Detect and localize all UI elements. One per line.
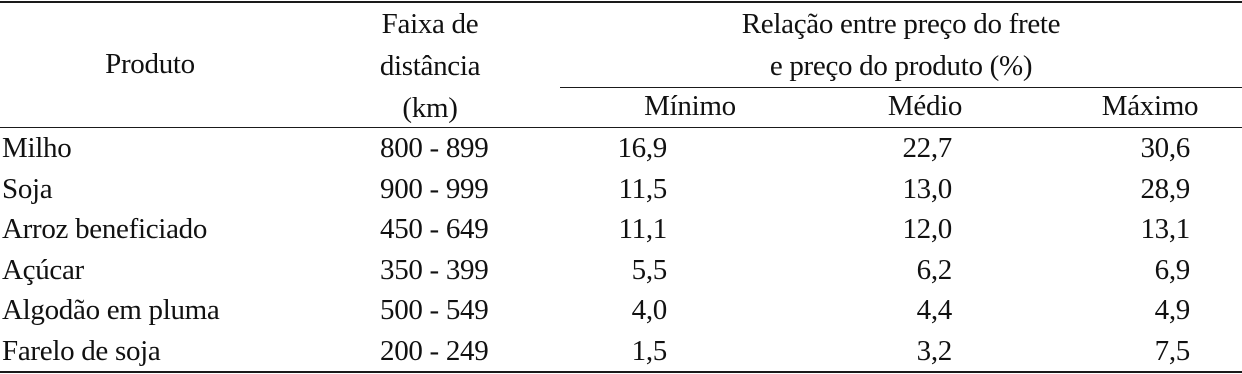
cell-faixa: 500 - 549 (380, 294, 489, 326)
cell-produto: Milho (2, 132, 72, 164)
cell-produto: Soja (2, 172, 53, 205)
cell-maximo: 28,9 (1140, 172, 1190, 205)
header-medio: Médio (887, 90, 963, 122)
header-relacao (560, 3, 1242, 87)
cell-faixa: 350 - 399 (380, 253, 489, 286)
cell-faixa: 800 - 899 (380, 132, 489, 164)
table-row (0, 250, 1242, 291)
header-faixa-line-3: (km) (402, 92, 458, 124)
cell-minimo: 11,1 (618, 213, 667, 245)
cell-produto: Farelo de soja (2, 334, 161, 367)
table-row (0, 290, 1242, 331)
cell-minimo: 16,9 (617, 132, 667, 164)
header-produto: Produto (105, 48, 195, 80)
cell-medio: 13,0 (902, 172, 952, 205)
table-row (0, 209, 1242, 250)
header-maximo: Máximo (1101, 90, 1199, 122)
cell-medio: 4,4 (916, 294, 952, 326)
table-row (0, 169, 1242, 210)
header-faixa-line-2: distância (379, 50, 481, 82)
cell-produto: Arroz beneficiado (2, 213, 208, 245)
cell-maximo: 13,1 (1140, 213, 1190, 245)
cell-produto: Açúcar (2, 253, 84, 286)
table-row (0, 331, 1242, 372)
cell-faixa: 450 - 649 (380, 213, 489, 245)
cell-medio: 22,7 (902, 132, 952, 164)
cell-medio: 6,2 (916, 253, 952, 286)
cell-medio: 3,2 (916, 334, 952, 367)
cell-faixa: 900 - 999 (380, 172, 489, 205)
cell-faixa: 200 - 249 (380, 334, 489, 367)
cell-minimo: 4,0 (631, 294, 667, 326)
table-row (0, 128, 1242, 169)
cell-maximo: 7,5 (1154, 334, 1190, 367)
header-relacao-line-2: e preço do produto (%) (769, 50, 1033, 82)
cell-maximo: 6,9 (1154, 253, 1190, 286)
cell-produto: Algodão em pluma (2, 294, 220, 326)
cell-minimo: 5,5 (631, 253, 667, 286)
header-minimo: Mínimo (644, 90, 736, 122)
cell-maximo: 30,6 (1140, 132, 1190, 164)
header-faixa-distancia (330, 3, 530, 129)
header-faixa-line-1: Faixa de (381, 8, 479, 40)
cell-minimo: 1,5 (631, 334, 667, 367)
header-sub-rule (560, 87, 1242, 88)
cell-minimo: 11,5 (618, 172, 667, 205)
cell-maximo: 4,9 (1154, 294, 1190, 326)
table-bottom-rule (0, 371, 1242, 373)
header-relacao-line-1: Relação entre preço do frete (741, 8, 1061, 40)
cell-medio: 12,0 (902, 213, 952, 245)
table-body (0, 128, 1242, 371)
